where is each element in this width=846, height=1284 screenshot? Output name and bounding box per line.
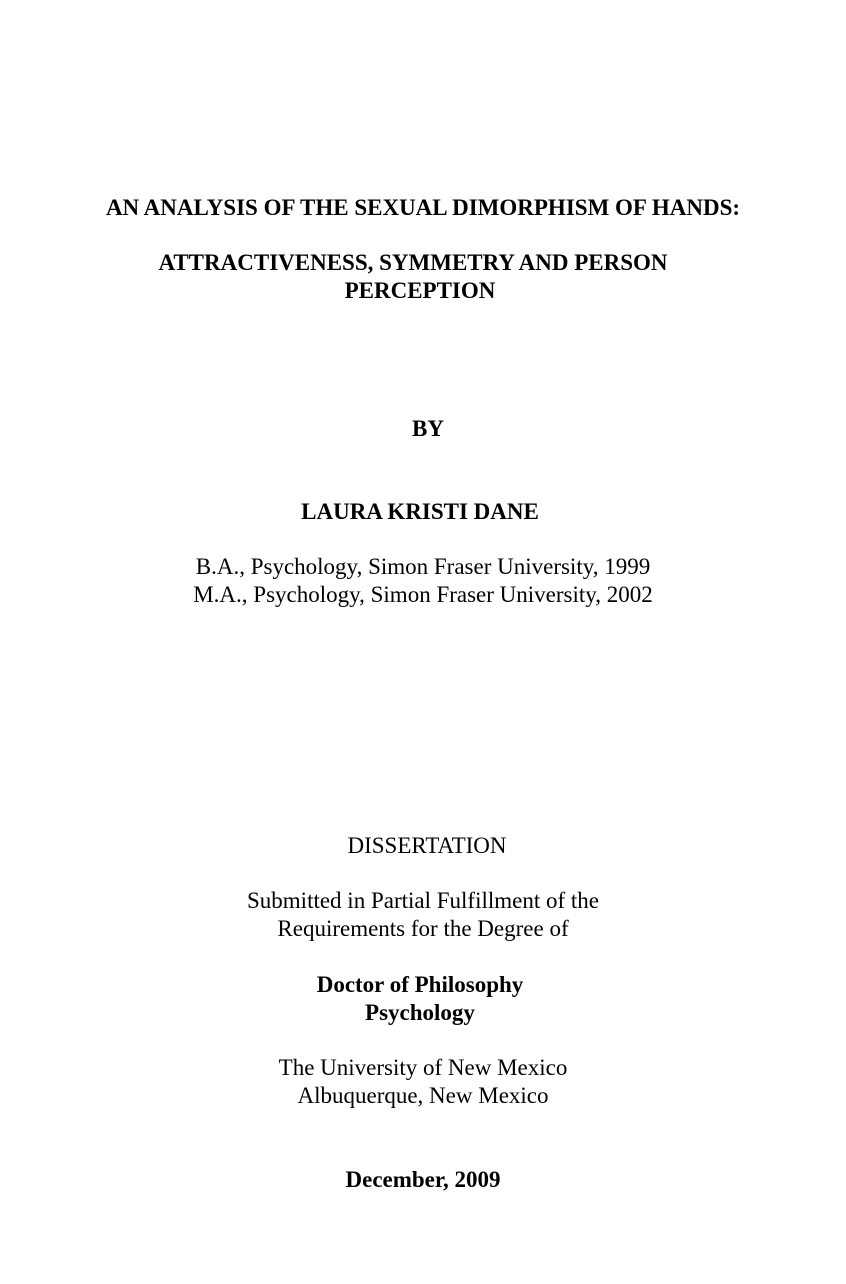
submission-date: December, 2009 (345, 1167, 501, 1192)
institution-name: The University of New Mexico (278, 1055, 568, 1080)
institution-location: Albuquerque, New Mexico (297, 1083, 549, 1108)
submission-line-2: Requirements for the Degree of (277, 916, 569, 941)
title-line-3: PERCEPTION (344, 278, 496, 303)
submission-line-1: Submitted in Partial Fulfillment of the (247, 888, 599, 913)
degree-field: Psychology (365, 1000, 475, 1025)
degree-name: Doctor of Philosophy (316, 972, 524, 997)
title-line-2: ATTRACTIVENESS, SYMMETRY AND PERSON (158, 250, 668, 275)
degree-ba: B.A., Psychology, Simon Fraser University, 1999 (195, 554, 651, 579)
author-name: LAURA KRISTI DANE (301, 499, 539, 524)
document-type: DISSERTATION (347, 833, 507, 858)
degree-ma: M.A., Psychology, Simon Fraser University, 2002 (193, 582, 653, 607)
title-line-1: AN ANALYSIS OF THE SEXUAL DIMORPHISM OF HANDS: (105, 195, 741, 220)
by-label: BY (412, 416, 444, 441)
